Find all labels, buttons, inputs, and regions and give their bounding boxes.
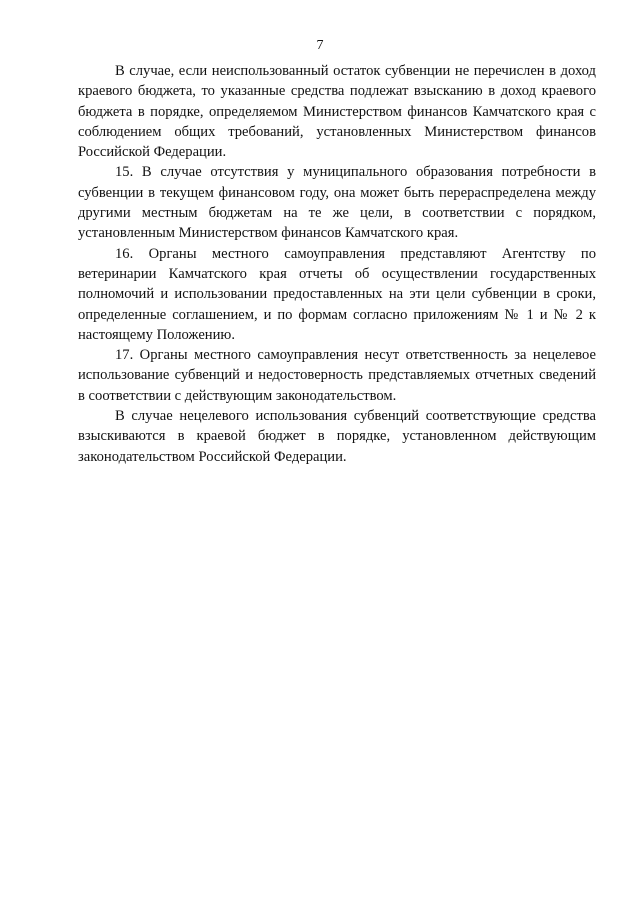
page-number: 7 (316, 38, 324, 53)
paragraph-17-responsibility: 17. Органы местного самоуправления несут ответственность за нецелевое использование субвенций и недостоверность представляемых отчетных сведений в соответствии с действующим законодательством. (78, 347, 596, 404)
paragraph-16-reports: 16. Органы местного самоуправления представляют Агентству по ветеринарии Камчатского края отчеты об осуществлении государственных полномочий и использовании предоставленных на эти цели субвенции в сроки, определенные соглашением, и по формам согласно приложениям № 1 и № 2 к настоящему Положению. (78, 245, 596, 343)
paragraph-15-redistribution: 15. В случае отсутствия у муниципального образования потребности в субвенции в текущем финансовом году, она может быть перераспределена между другими местным бюджетам на те же цели, в соответствии с порядком, установленным Министерством финансов Камчатского края. (78, 164, 596, 242)
document-body (78, 61, 596, 467)
paragraph-unused-balance-recovery: В случае, если неиспользованный остаток субвенции не перечислен в доход краевого бюджета, то указанные средства подлежат взысканию в доход краевого бюджета в порядке, определяемом Министерством финансов Камчатского края с соблюдением общих требований, установленных Министерством финансов Российской Федерации. (78, 63, 596, 161)
paragraph-misuse-recovery: В случае нецелевого использования субвенций соответствующие средства взыскиваются в краевой бюджет в порядке, установленном действующим законодательством Российской Федерации. (78, 408, 596, 465)
